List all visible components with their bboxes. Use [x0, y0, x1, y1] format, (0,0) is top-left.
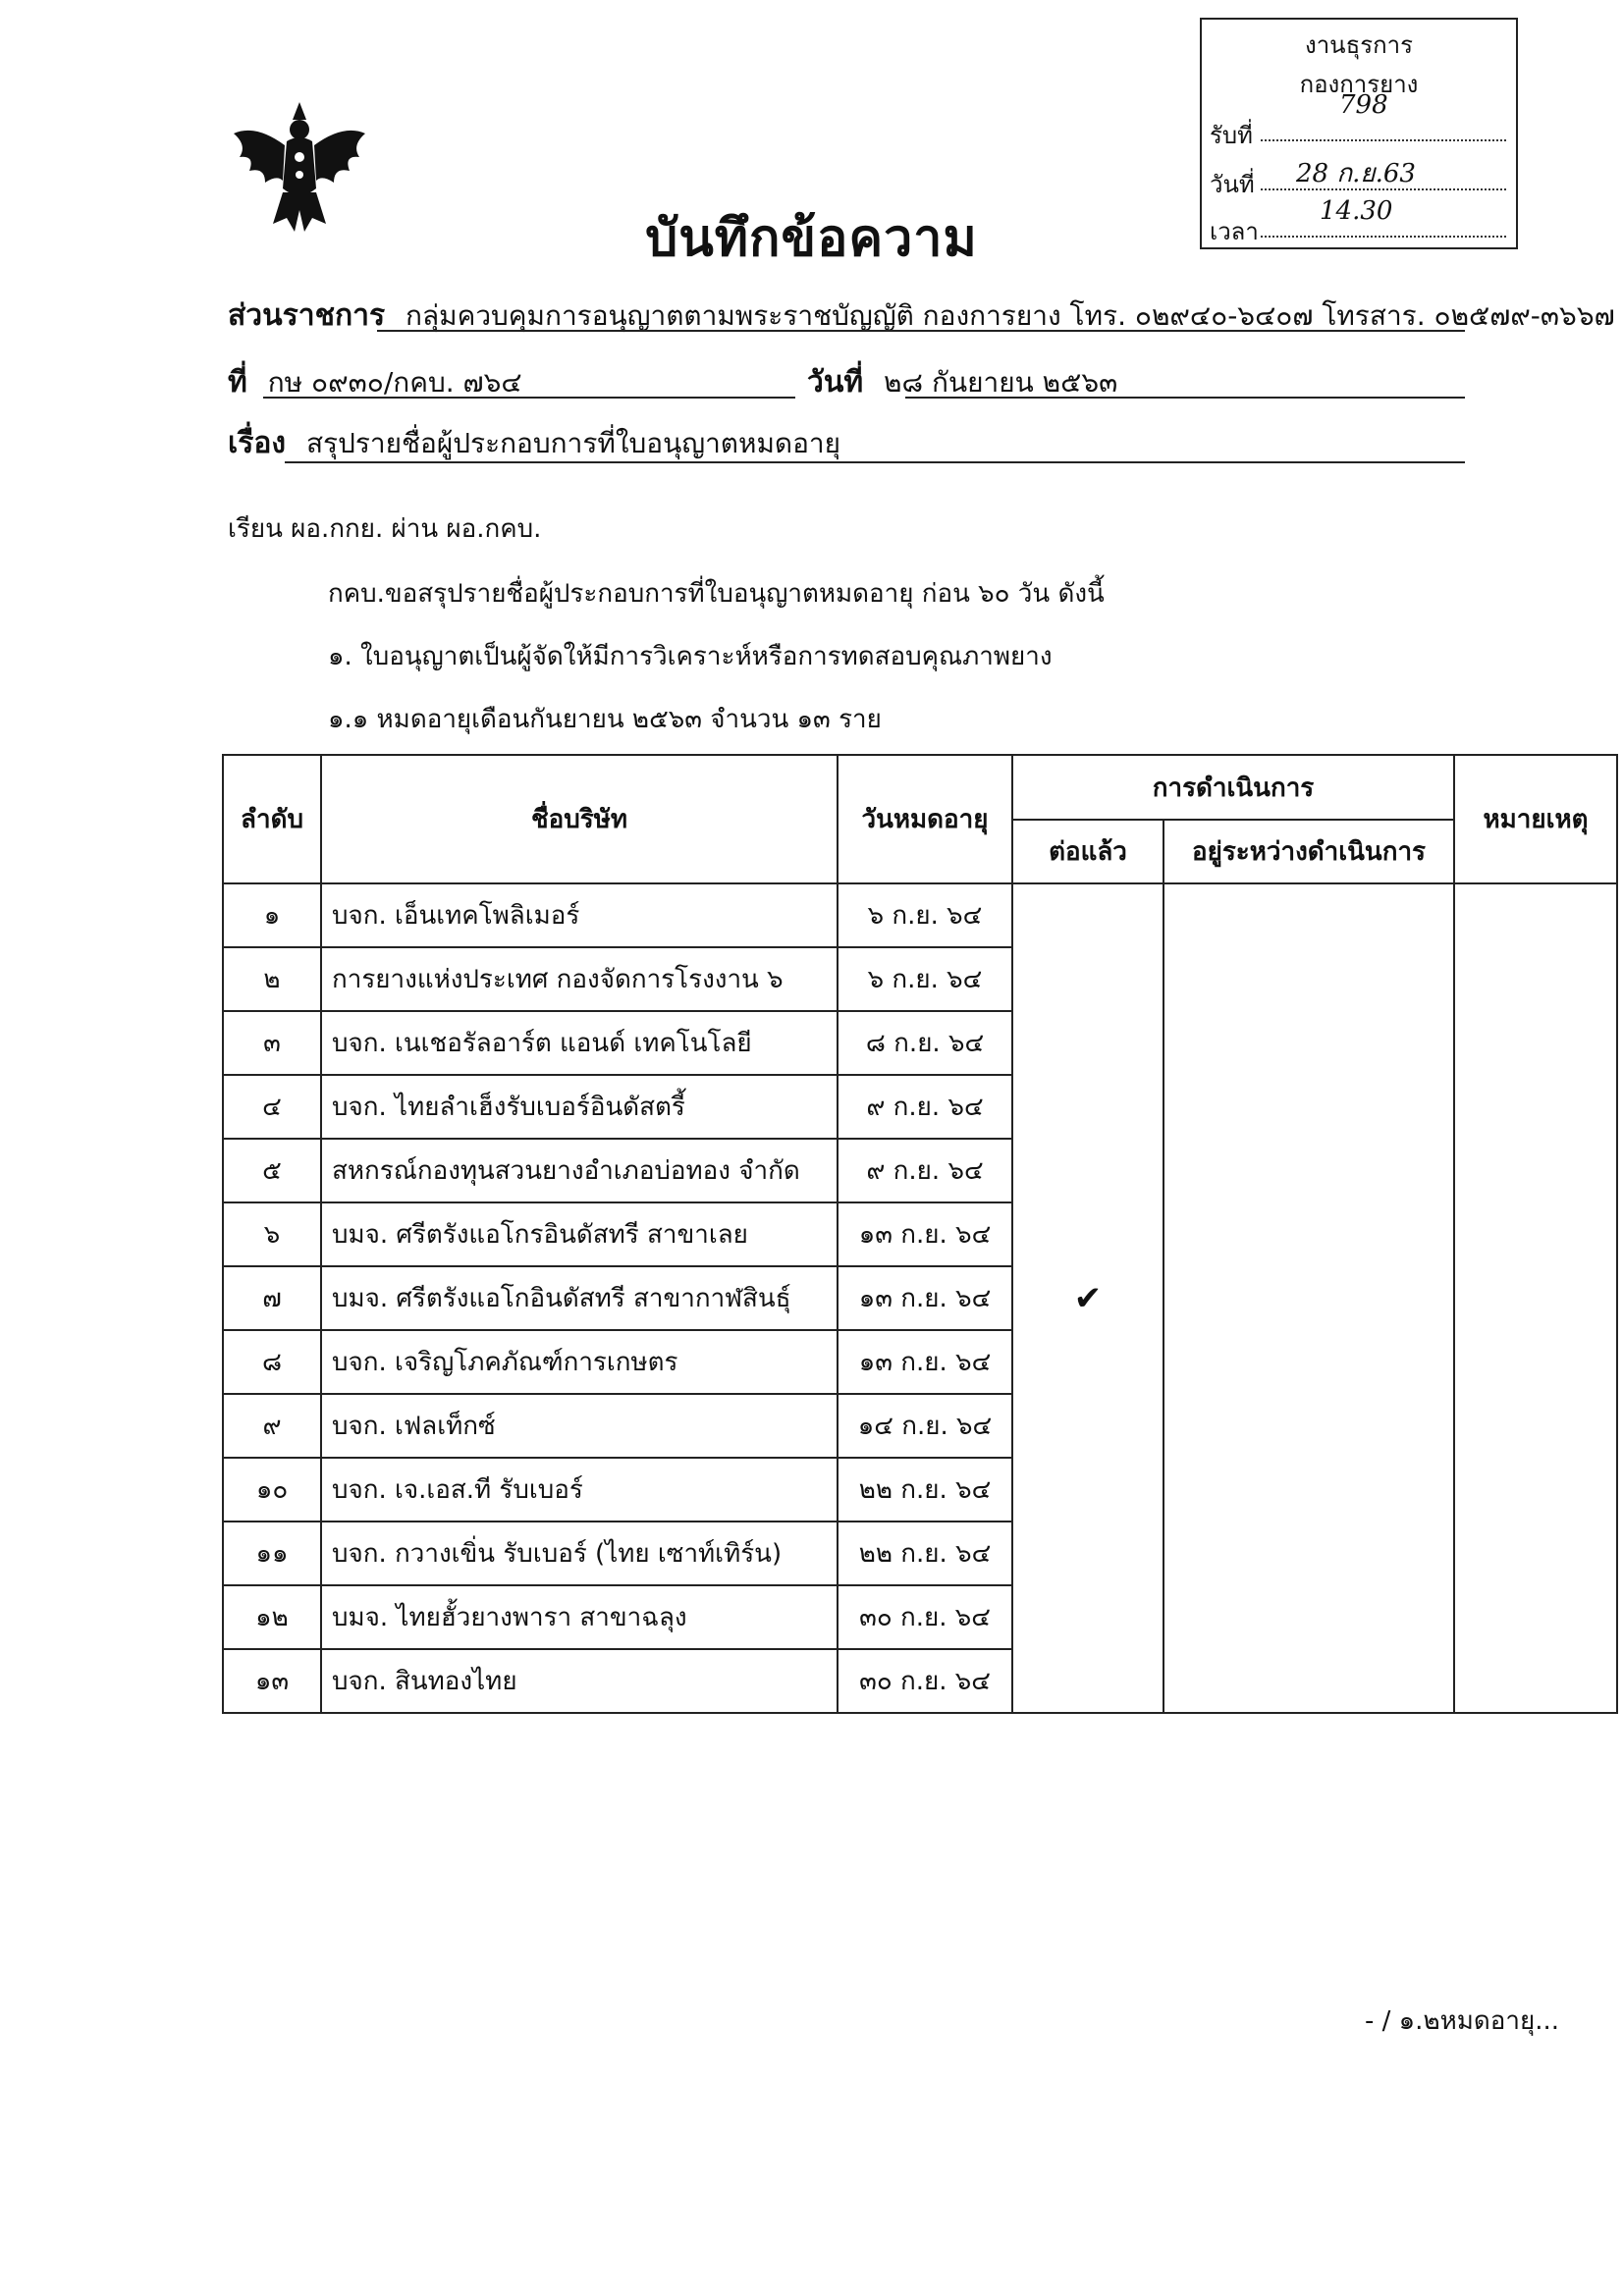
expiry-date: ๙ ก.ย. ๖๔	[838, 1139, 1012, 1202]
row-number: ๕	[223, 1139, 321, 1202]
subject-line	[228, 420, 840, 466]
row-number: ๙	[223, 1394, 321, 1458]
expiring-licenses-table	[222, 754, 1618, 1714]
expiry-date: ๓๐ ก.ย. ๖๔	[838, 1649, 1012, 1713]
subject-value: สรุปรายชื่อผู้ประกอบการที่ใบอนุญาตหมดอายุ	[305, 427, 841, 459]
expiry-date: ๖ ก.ย. ๖๔	[838, 947, 1012, 1011]
company-name: บจก. ไทยลำเฮ็งรับเบอร์อินดัสตรี้	[321, 1075, 838, 1139]
expiry-date: ๑๓ ก.ย. ๖๔	[838, 1266, 1012, 1330]
row-number: ๖	[223, 1202, 321, 1266]
row-number: ๑๑	[223, 1522, 321, 1585]
row-number: ๑๐	[223, 1458, 321, 1522]
expiry-date: ๑๓ ก.ย. ๖๔	[838, 1330, 1012, 1394]
stamp-time-value: 14.30	[1320, 196, 1393, 226]
item-1-1: ๑.๑ หมดอายุเดือนกันยายน ๒๕๖๓ จำนวน ๑๓ ราย	[328, 705, 882, 734]
reference-value: กษ ๐๙๓๐/กคบ. ๗๖๔	[267, 366, 522, 399]
row-number: ๓	[223, 1011, 321, 1075]
subject-label: เรื่อง	[228, 426, 287, 460]
memo-title: บันทึกข้อความ	[645, 209, 978, 268]
row-number: ๗	[223, 1266, 321, 1330]
row-number: ๘	[223, 1330, 321, 1394]
date-label: วันที่	[807, 365, 864, 400]
company-name: บจก. เจริญโภคภัณฑ์การเกษตร	[321, 1330, 838, 1394]
in-progress-cell	[1163, 883, 1454, 1713]
stamp-receive-value: 798	[1339, 90, 1388, 120]
stamp-org-line2: กองการยาง	[1299, 71, 1419, 98]
company-name: บมจ. ศรีตรังแอโกอินดัสทรี สาขากาฬสินธุ์	[321, 1266, 838, 1330]
company-name: บจก. เอ็นเทคโพลิเมอร์	[321, 883, 838, 947]
expiry-date: ๑๔ ก.ย. ๖๔	[838, 1394, 1012, 1458]
expiry-date: ๖ ก.ย. ๖๔	[838, 883, 1012, 947]
stamp-time-label: เวลา	[1210, 218, 1259, 245]
reference-label: ที่	[228, 365, 247, 400]
expiry-date: ๙ ก.ย. ๖๔	[838, 1075, 1012, 1139]
remark-cell	[1454, 883, 1617, 1713]
company-name: บมจ. ศรีตรังแอโกรอินดัสทรี สาขาเลย	[321, 1202, 838, 1266]
header-renewed: ต่อแล้ว	[1012, 820, 1163, 883]
stamp-date-label: วันที่	[1210, 171, 1255, 198]
expiry-date: ๒๒ ก.ย. ๖๔	[838, 1522, 1012, 1585]
company-name: บจก. สินทองไทย	[321, 1649, 838, 1713]
header-company: ชื่อบริษัท	[321, 755, 838, 883]
row-number: ๒	[223, 947, 321, 1011]
header-in-progress: อยู่ระหว่างดำเนินการ	[1163, 820, 1454, 883]
date-value: ๒๘ กันยายน ๒๕๖๓	[884, 366, 1118, 399]
company-name: สหกรณ์กองทุนสวนยางอำเภอบ่อทอง จำกัด	[321, 1139, 838, 1202]
expiry-date: ๑๓ ก.ย. ๖๔	[838, 1202, 1012, 1266]
paragraph-intro: กคบ.ขอสรุปรายชื่อผู้ประกอบการที่ใบอนุญาตหมดอายุ ก่อน ๖๐ วัน ดังนี้	[328, 579, 1105, 609]
expiry-date: ๓๐ ก.ย. ๖๔	[838, 1585, 1012, 1649]
header-action: การดำเนินการ	[1012, 755, 1454, 820]
row-number: ๑๒	[223, 1585, 321, 1649]
row-number: ๑	[223, 883, 321, 947]
company-name: บจก. เนเชอรัลอาร์ต แอนด์ เทคโนโลยี	[321, 1011, 838, 1075]
continued-note: - / ๑.๒หมดอายุ...	[1365, 2006, 1559, 2036]
item-1: ๑. ใบอนุญาตเป็นผู้จัดให้มีการวิเคราะห์หรือการทดสอบคุณภาพยาง	[328, 642, 1053, 671]
table-row	[223, 883, 1617, 947]
renewed-check: ✔	[1012, 883, 1163, 1713]
row-number: ๔	[223, 1075, 321, 1139]
salutation: เรียน ผอ.กกย. ผ่าน ผอ.กคบ.	[228, 514, 542, 544]
company-name: บจก. กวางเขิ่น รับเบอร์ (ไทย เซาท์เทิร์น)	[321, 1522, 838, 1585]
header-order: ลำดับ	[223, 755, 321, 883]
company-name: บจก. เฟลเท็กซ์	[321, 1394, 838, 1458]
agency-value: กลุ่มควบคุมการอนุญาตตามพระราชบัญญัติ กองการยาง โทร. ๐๒๙๔๐-๖๔๐๗ โทรสาร. ๐๒๕๗๙-๓๖๖๗	[406, 299, 1615, 332]
company-name: บจก. เจ.เอส.ที รับเบอร์	[321, 1458, 838, 1522]
header-expiry: วันหมดอายุ	[838, 755, 1012, 883]
company-name: การยางแห่งประเทศ กองจัดการโรงงาน ๖	[321, 947, 838, 1011]
agency-label: ส่วนราชการ	[228, 298, 386, 333]
expiry-date: ๒๒ ก.ย. ๖๔	[838, 1458, 1012, 1522]
expiry-date: ๘ ก.ย. ๖๔	[838, 1011, 1012, 1075]
company-name: บมจ. ไทยฮั้วยางพารา สาขาฉลุง	[321, 1585, 838, 1649]
header-remark: หมายเหตุ	[1454, 755, 1617, 883]
stamp-date-value: 28 ก.ย.63	[1296, 159, 1416, 188]
stamp-receive-label: รับที่	[1210, 122, 1253, 149]
row-number: ๑๓	[223, 1649, 321, 1713]
stamp-org-line1: งานธุรการ	[1304, 31, 1414, 59]
